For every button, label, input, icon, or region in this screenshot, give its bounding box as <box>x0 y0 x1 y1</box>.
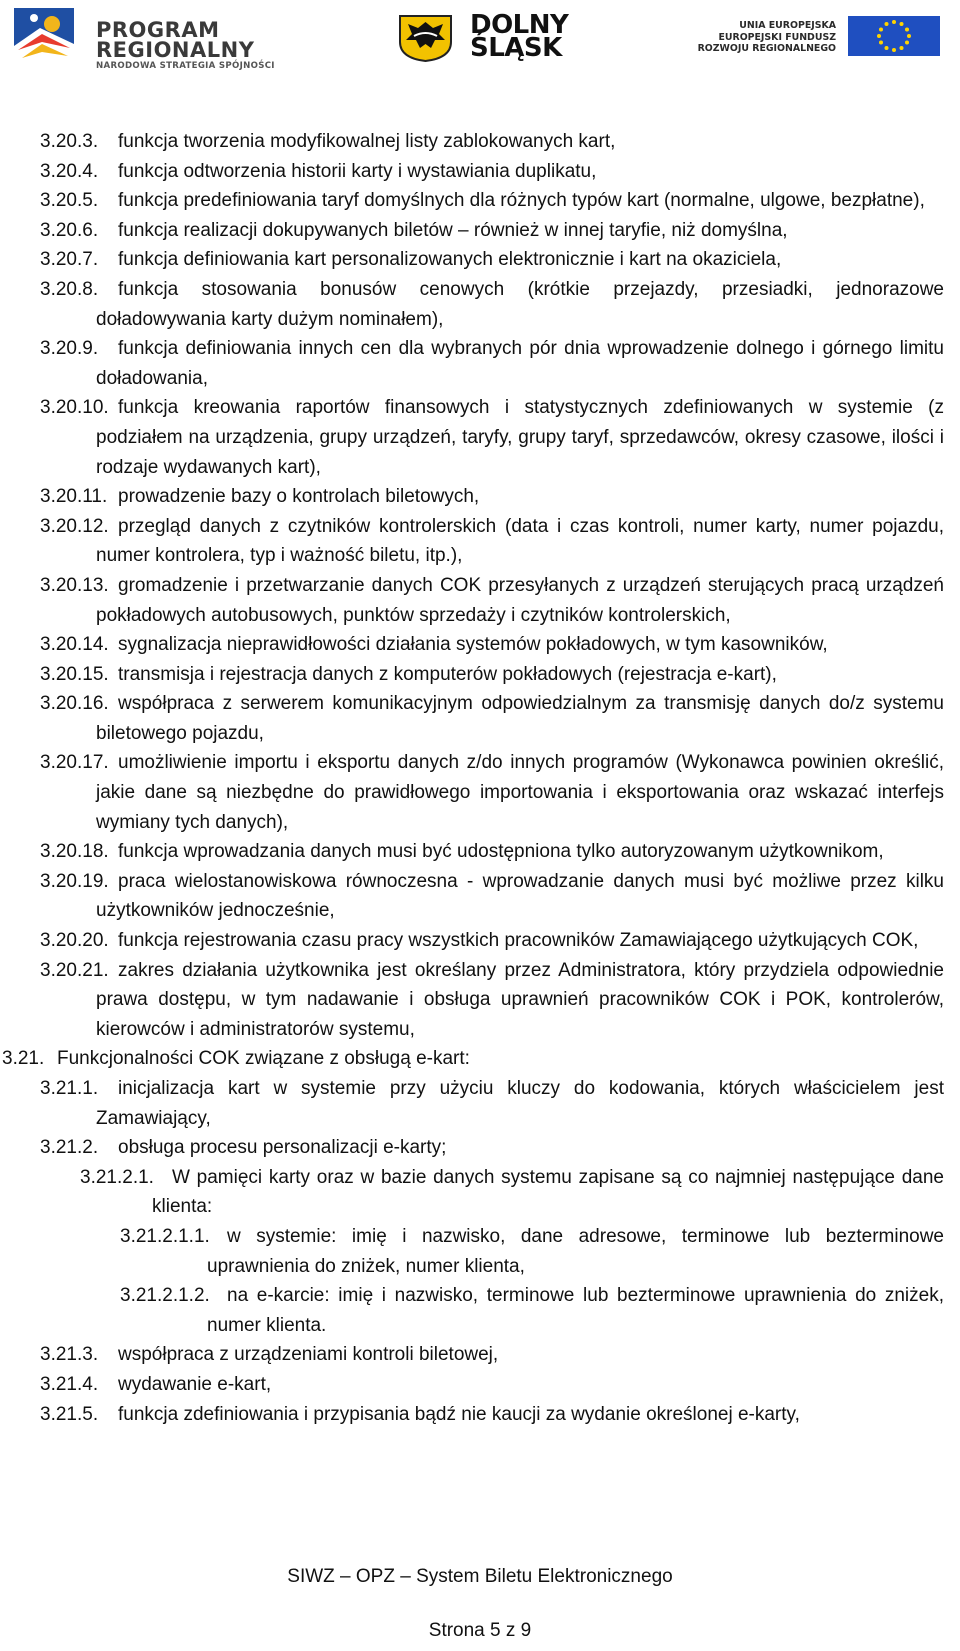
list-item <box>0 956 960 1045</box>
item-text: W pamięci karty oraz w bazie danych systemu zapisane są co najmniej następujące dane klienta: <box>152 1166 944 1218</box>
item-text: współpraca z serwerem komunikacyjnym odpowiedzialnym za transmisję danych do/z systemu biletowego pojazdu, <box>96 693 944 744</box>
program-logo-line2: REGIONALNY <box>96 38 255 62</box>
list-item <box>0 926 960 956</box>
item-number: 3.20.16. <box>40 693 109 715</box>
item-text: funkcja predefiniowania taryf domyślnych dla różnych typów kart (normalne, ulgowe, bezpłatne), <box>118 190 925 212</box>
item-number: 3.20.12. <box>40 515 109 537</box>
item-text: obsługa procesu personalizacji e-karty; <box>118 1137 447 1159</box>
item-number: 3.21.2. <box>40 1137 99 1159</box>
list-item <box>0 1370 960 1400</box>
list-item <box>0 689 960 748</box>
item-number: 3.20.17. <box>40 752 109 774</box>
item-text: w systemie: imię i nazwisko, dane adresowe, terminowe lub bezterminowe uprawnienia do zniżek, numer klienta, <box>207 1225 944 1277</box>
dolny-slask-line2: ŚLĄSK <box>470 33 562 63</box>
list-item <box>0 482 960 512</box>
item-text: funkcja definiowania innych cen dla wybranych pór dnia wprowadzenie dolnego i górnego limitu doładowania, <box>96 338 944 389</box>
list-item <box>0 867 960 926</box>
item-number: 3.21.3. <box>40 1344 99 1366</box>
item-text: funkcja wprowadzania danych musi być udostępniona tylko autoryzowanym użytkownikom, <box>118 841 884 863</box>
item-text: transmisja i rejestracja danych z komputerów pokładowych (rejestracja e-kart), <box>118 663 777 685</box>
list-item <box>0 393 960 482</box>
item-text: funkcja rejestrowania czasu pracy wszystkich pracowników Zamawiającego użytkujących COK, <box>118 930 919 952</box>
list-item <box>0 1133 960 1163</box>
list-item <box>0 630 960 660</box>
list-item <box>0 1281 960 1340</box>
item-number: 3.20.20. <box>40 930 109 952</box>
page-number: Strona 5 z 9 <box>428 1620 532 1641</box>
item-text: funkcja odtworzenia historii karty i wystawiania duplikatu, <box>118 160 597 182</box>
list-item <box>0 748 960 837</box>
item-text: przegląd danych z czytników kontrolerskich (data i czas kontroli, numer karty, numer pojazdu, numer kontrolera, typ i ważność biletu, itp.), <box>96 515 944 567</box>
footer-title: SIWZ – OPZ – System Biletu Elektronicznego <box>287 1566 673 1587</box>
item-text: prowadzenie bazy o kontrolach biletowych, <box>118 486 480 508</box>
list-item <box>0 1044 960 1074</box>
eu-logo-line2: EUROPEJSKI FUNDUSZ <box>718 31 836 43</box>
item-text: zakres działania użytkownika jest określany przez Administratora, który przydziela odpowiednie prawa dostępu, w tym nadawanie i obsługa uprawnień pracowników COK i POK, kontrolerów, kierowców i administratorów systemu, <box>96 959 944 1040</box>
list-item <box>0 127 960 157</box>
eu-fund-logo <box>670 16 942 62</box>
item-number: 3.20.6. <box>40 219 99 241</box>
item-number: 3.20.8. <box>40 278 99 300</box>
item-number: 3.20.3. <box>40 131 99 152</box>
list-item <box>0 1222 960 1281</box>
program-logo-line3: NARODOWA STRATEGIA SPÓJNOŚCI <box>96 61 275 71</box>
item-number: 3.20.14. <box>40 634 109 656</box>
list-item <box>0 660 960 690</box>
item-number: 3.20.7. <box>40 249 99 271</box>
item-text: wydawanie e-kart, <box>118 1373 272 1395</box>
item-text: umożliwienie importu i eksportu danych z/do innych programów (Wykonawca powinien określić, jakie dane są niezbędne do prawidłowego importowania i eksportowania oraz wskazać interfejs wymiany tych danych), <box>96 752 944 833</box>
list-item <box>0 1163 960 1222</box>
list-item <box>0 571 960 630</box>
item-text: gromadzenie i przetwarzanie danych COK przesyłanych z urządzeń sterujących pracą urządzeń pokładowych autobusowych, punktów sprzedaży i czytników kontrolerskich, <box>96 574 944 626</box>
program-regionalny-logo <box>12 6 337 70</box>
item-text: funkcja tworzenia modyfikowalnej listy zablokowanych kart, <box>118 131 616 152</box>
item-text: sygnalizacja nieprawidłowości działania systemów pokładowych, w tym kasowników, <box>118 634 828 656</box>
item-number: 3.20.13. <box>40 574 109 596</box>
item-number: 3.20.19. <box>40 870 109 892</box>
list-item <box>0 186 960 216</box>
item-text: funkcja zdefiniowania i przypisania bądź nie kaucji za wydanie określonej e-karty, <box>118 1403 800 1425</box>
list-item <box>0 245 960 275</box>
item-number: 3.21.2.1.1. <box>120 1225 210 1247</box>
item-text: Funkcjonalności COK związane z obsługą e-kart: <box>57 1048 470 1070</box>
item-text: funkcja realizacji dokupywanych biletów – również w innej taryfie, niż domyślna, <box>118 219 788 241</box>
item-text: funkcja stosowania bonusów cenowych (krótkie przejazdy, przesiadki, jednorazowe doładowywania karty dużym nominałem), <box>96 278 944 330</box>
dolny-slask-line1: DOLNY <box>470 10 569 40</box>
program-logo-line1: PROGRAM <box>96 18 220 42</box>
item-text: współpraca z urządzeniami kontroli biletowej, <box>118 1344 499 1366</box>
item-number: 3.20.21. <box>40 959 109 981</box>
list-item <box>0 275 960 334</box>
program-regionalny-emblem-icon <box>12 6 76 70</box>
item-number: 3.21.2.1.2. <box>120 1285 210 1307</box>
eu-logo-line1: UNIA EUROPEJSKA <box>739 20 836 31</box>
list-item <box>0 837 960 867</box>
item-number: 3.21.4. <box>40 1373 99 1395</box>
list-item <box>0 1340 960 1370</box>
item-number: 3.21.2.1. <box>80 1166 154 1188</box>
list-item <box>0 1074 960 1133</box>
document-body <box>0 127 960 1429</box>
item-number: 3.21.1. <box>40 1078 99 1099</box>
list-item <box>0 216 960 246</box>
item-number: 3.20.18. <box>40 841 109 863</box>
item-number: 3.20.9. <box>40 338 99 360</box>
eu-flag-icon <box>848 16 940 56</box>
item-number: 3.21. <box>2 1048 45 1070</box>
list-item <box>0 1400 960 1430</box>
item-text: na e-karcie: imię i nazwisko, terminowe lub bezterminowe uprawnienia do zniżek, numer klienta. <box>207 1285 944 1336</box>
item-number: 3.20.15. <box>40 663 109 685</box>
eagle-crest-icon <box>398 14 453 62</box>
item-number: 3.20.5. <box>40 190 99 212</box>
item-number: 3.21.5. <box>40 1403 99 1425</box>
item-text: inicjalizacja kart w systemie przy użyciu kluczy do kodowania, których właścicielem jest Zamawiający, <box>96 1078 944 1129</box>
list-item <box>0 157 960 187</box>
item-text: funkcja definiowania kart personalizowanych elektronicznie i kart na okaziciela, <box>118 249 782 271</box>
item-text: funkcja kreowania raportów finansowych i statystycznych zdefiniowanych w systemie (z podziałem na urządzenia, grupy urządzeń, taryfy, grupy taryf, sprzedawców, okresy czasowe, ilości i rodzaje wydawanych kart), <box>96 397 944 478</box>
eu-logo-line3: ROZWOJU REGIONALNEGO <box>697 43 836 54</box>
item-number: 3.20.11. <box>40 486 108 508</box>
item-text: praca wielostanowiskowa równoczesna - wprowadzanie danych musi być możliwe przez kilku użytkowników jednocześnie, <box>96 870 944 922</box>
list-item <box>0 334 960 393</box>
list-item <box>0 512 960 571</box>
item-number: 3.20.4. <box>40 160 99 182</box>
dolny-slask-logo <box>398 10 608 64</box>
item-number: 3.20.10. <box>40 397 109 419</box>
